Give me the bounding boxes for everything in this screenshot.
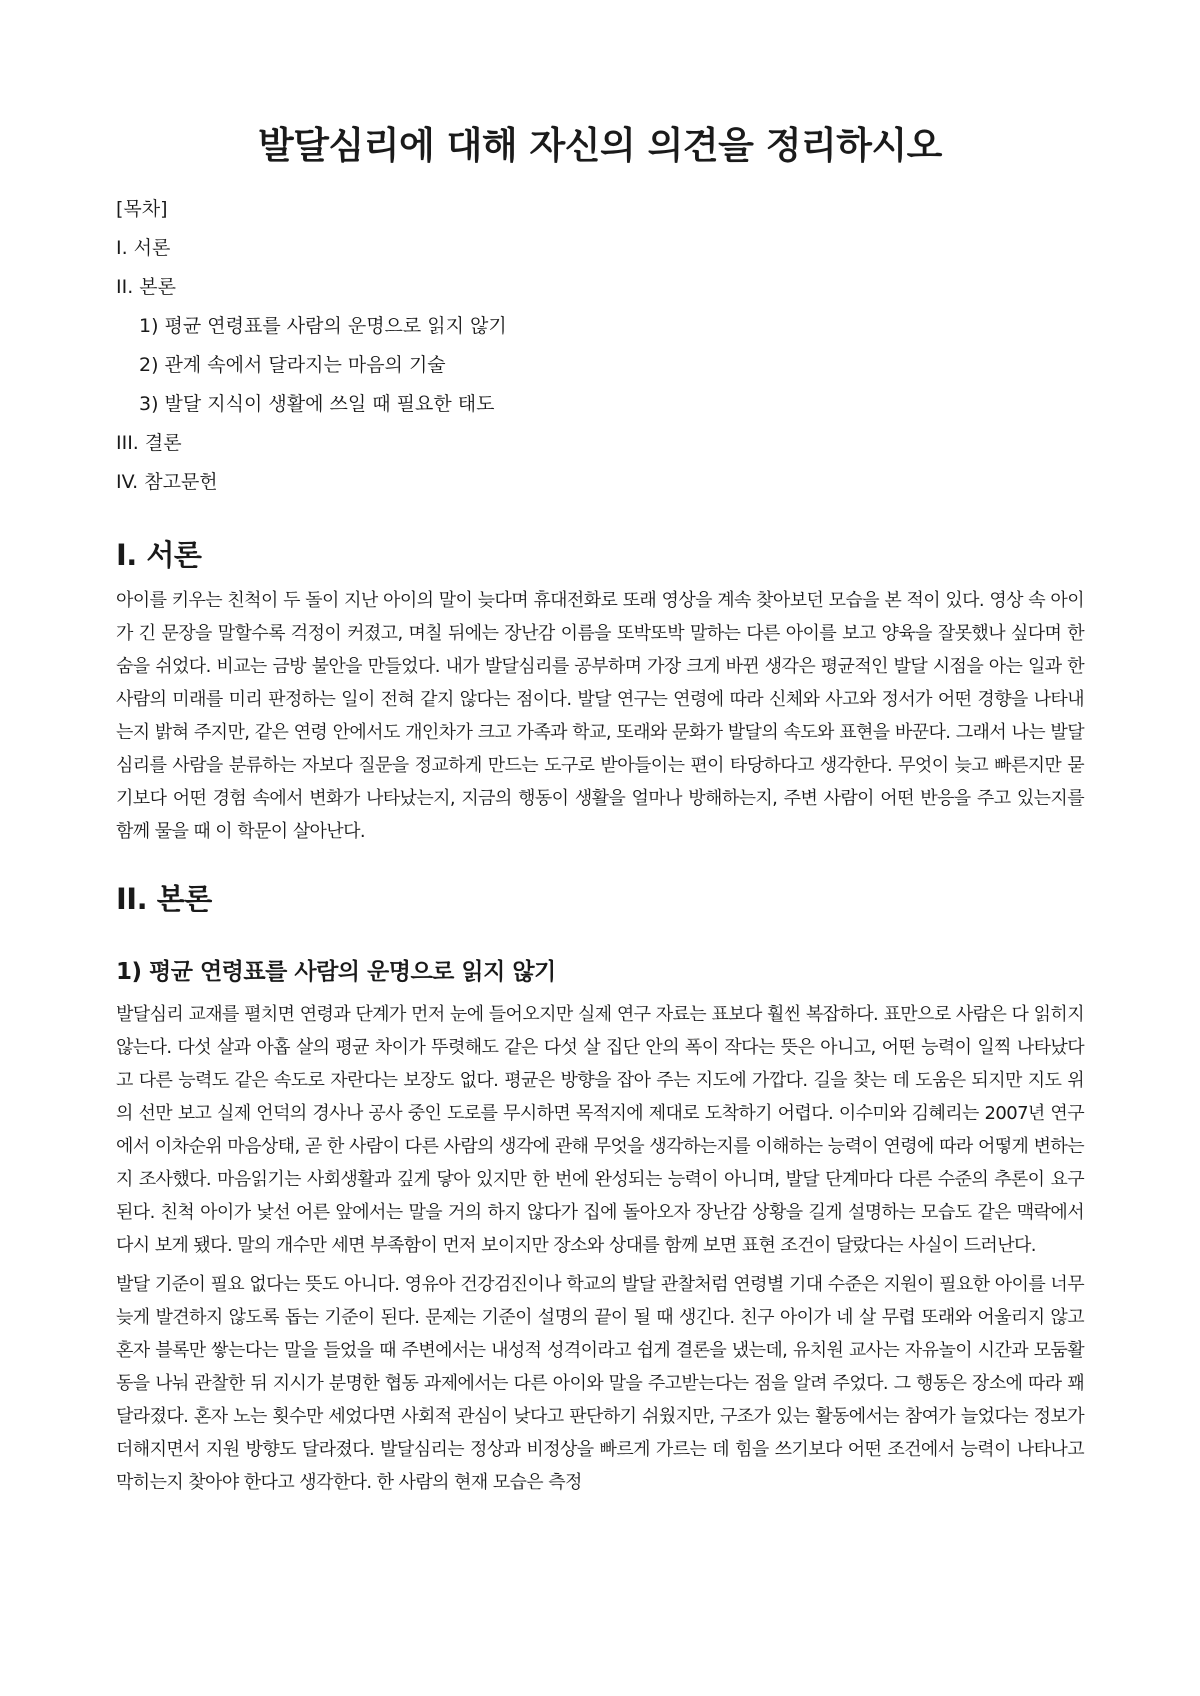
body-heading: II. 본론: [116, 882, 212, 916]
table-of-contents: [116, 190, 1084, 502]
intro-paragraph: 아이를 키우는 친척이 두 돌이 지난 아이의 말이 늦다며 휴대전화로 또래 영상을 계속 찾아보던 모습을 본 적이 있다. 영상 속 아이가 긴 문장을 말할수록 걱정이 커졌고, 며칠 뒤에는 장난감 이름을 또박또박 말하는 다른 아이를 보고 양육을 잘못했나 싶다며 한숨을 쉬었다. 비교는 금방 불안을 만들었다. 내가 발달심리를 공부하며 가장 크게 바뀐 생각은 평균적인 발달 시점을 아는 일과 한 사람의 미래를 미리 판정하는 일이 전혀 같지 않다는 점이다. 발달 연구는 연령에 따라 신체와 사고와 정서가 어떤 경향을 나타내는지 밝혀 주지만, 같은 연령 안에서도 개인차가 크고 가족과 학교, 또래와 문화가 발달의 속도와 표현을 바꾼다. 그래서 나는 발달심리를 사람을 분류하는 자보다 질문을 정교하게 만드는 도구로 받아들이는 편이 타당하다고 생각한다. 무엇이 늦고 빠른지만 묻기보다 어떤 경험 속에서 변화가 나타났는지, 지금의 행동이 생활을 얼마나 방해하는지, 주변 사람이 어떤 반응을 주고 있는지를 함께 물을 때 이 학문이 살아난다.: [116, 590, 1084, 842]
intro-heading: I. 서론: [116, 538, 202, 572]
toc-item-introduction: I. 서론: [116, 237, 171, 259]
toc-item-main-body: II. 본론: [116, 276, 176, 298]
toc-item-conclusion: III. 결론: [116, 432, 182, 454]
toc-label: [목차]: [116, 198, 168, 220]
toc-item-section-3: 3) 발달 지식이 생활에 쓰일 때 필요한 태도: [139, 393, 495, 415]
section-1-paragraph-1: 발달심리 교재를 펼치면 연령과 단계가 먼저 눈에 들어오지만 실제 연구 자료는 표보다 훨씬 복잡하다. 표만으로 사람은 다 읽히지 않는다. 다섯 살과 아홉 살의 평균 차이가 뚜렷해도 같은 다섯 살 집단 안의 폭이 작다는 뜻은 아니고, 어떤 능력이 일찍 나타났다고 다른 능력도 같은 속도로 자란다는 보장도 없다. 평균은 방향을 잡아 주는 지도에 가깝다. 길을 찾는 데 도움은 되지만 지도 위의 선만 보고 실제 언덕의 경사나 공사 중인 도로를 무시하면 목적지에 제대로 도착하기 어렵다. 이수미와 김혜리는 2007년 연구에서 이차순위 마음상태, 곧 한 사람이 다른 사람의 생각에 관해 무엇을 생각하는지를 이해하는 능력이 연령에 따라 어떻게 변하는지 조사했다. 마음읽기는 사회생활과 깊게 닿아 있지만 한 번에 완성되는 능력이 아니며, 발달 단계마다 다른 수준의 추론이 요구된다. 친척 아이가 낯선 어른 앞에서는 말을 거의 하지 않다가 집에 돌아오자 장난감 상황을 길게 설명하는 모습도 같은 맥락에서 다시 보게 됐다. 말의 개수만 세면 부족함이 먼저 보이지만 장소와 상대를 함께 보면 표현 조건이 달랐다는 사실이 드러난다.: [116, 1004, 1084, 1256]
toc-item-section-2: 2) 관계 속에서 달라지는 마음의 기술: [139, 354, 446, 376]
document-title: 발달심리에 대해 자신의 의견을 정리하시오: [258, 124, 942, 167]
section-1-paragraph-2: 발달 기준이 필요 없다는 뜻도 아니다. 영유아 건강검진이나 학교의 발달 관찰처럼 연령별 기대 수준은 지원이 필요한 아이를 너무 늦게 발견하지 않도록 돕는 기준이 된다. 문제는 기준이 설명의 끝이 될 때 생긴다. 친구 아이가 네 살 무렵 또래와 어울리지 않고 혼자 블록만 쌓는다는 말을 들었을 때 주변에서는 내성적 성격이라고 쉽게 결론을 냈는데, 유치원 교사는 자유놀이 시간과 모둠활동을 나눠 관찰한 뒤 지시가 분명한 협동 과제에서는 다른 아이와 말을 주고받는다는 점을 알려 주었다. 그 행동은 장소에 따라 꽤 달라졌다. 혼자 노는 횟수만 세었다면 사회적 관심이 낮다고 판단하기 쉬웠지만, 구조가 있는 활동에서는 참여가 늘었다는 정보가 더해지면서 지원 방향도 달라졌다. 발달심리는 정상과 비정상을 빠르게 가르는 데 힘을 쓰기보다 어떤 조건에서 능력이 나타나고 막히는지 찾아야 한다고 생각한다. 한 사람의 현재 모습은 측정: [116, 1274, 1084, 1493]
toc-item-references: IV. 참고문헌: [116, 471, 218, 493]
section-1-heading: 1) 평균 연령표를 사람의 운명으로 읽지 않기: [116, 959, 556, 985]
toc-item-section-1: 1) 평균 연령표를 사람의 운명으로 읽지 않기: [139, 315, 507, 337]
